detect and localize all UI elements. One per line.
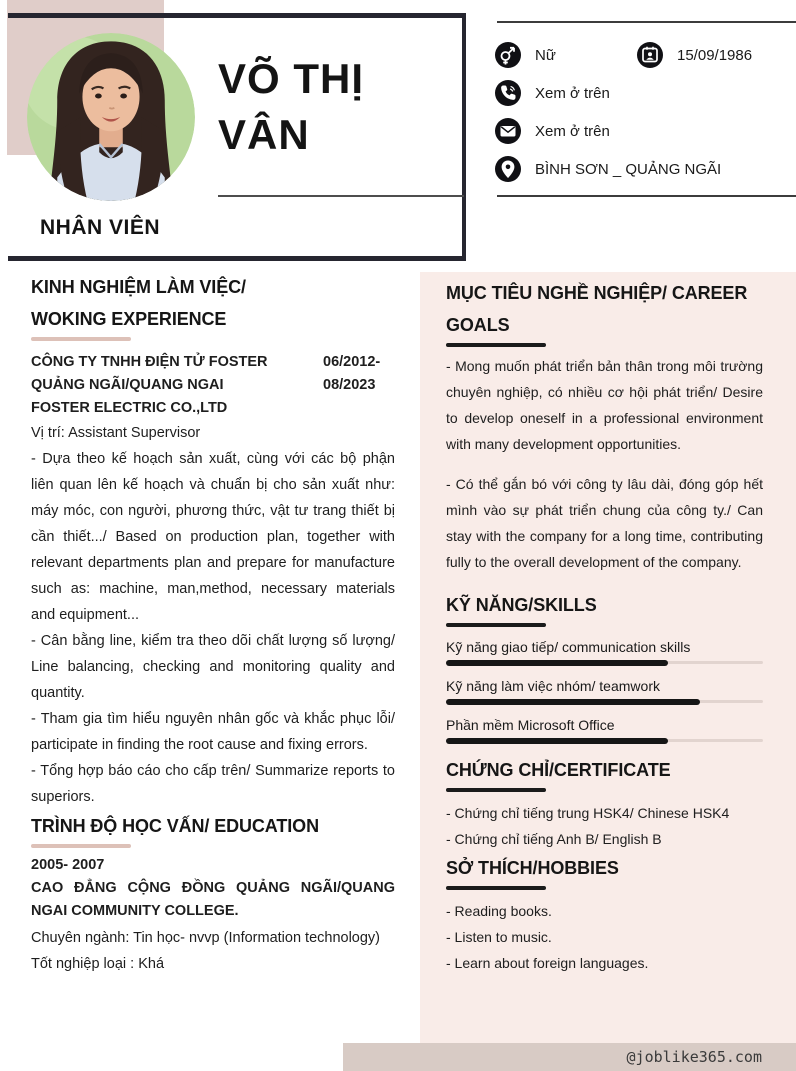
skill-bar-fill	[446, 738, 668, 744]
gender-item	[495, 42, 637, 68]
skill-label: Phần mềm Microsoft Office	[446, 717, 615, 733]
birthday-icon	[637, 42, 663, 68]
contact-row-email	[495, 118, 796, 144]
hobbies-heading: SỞ THÍCH/HOBBIES	[446, 858, 619, 878]
employment-period	[323, 351, 395, 420]
experience-bullet: - Cân bằng line, kiểm tra theo dõi chất lượng số lượng/ Line balancing, checking and monitoring quality and quantity.	[31, 633, 395, 701]
education-years: 2005- 2007	[31, 857, 105, 873]
experience-bullets	[31, 446, 395, 810]
contact-divider-bottom	[497, 195, 796, 197]
job-position: Vị trí: Assistant Supervisor	[31, 425, 201, 441]
email-icon	[495, 118, 521, 144]
employment-period-line: 08/2023	[323, 377, 376, 393]
company-name-line: QUẢNG NGÃI/QUANG NGAI	[31, 377, 224, 393]
company-name	[31, 351, 269, 420]
education-underline	[31, 844, 131, 848]
dob-item	[637, 42, 752, 68]
email-value: Xem ở trên	[535, 122, 610, 140]
person-name-line: VÕ THỊ	[218, 55, 365, 102]
experience-bullet: - Dựa theo kế hoạch sản xuất, cùng với các bộ phận liên quan lên kế hoạch và chuẩn bị cho sản xuất như: máy móc, con người, phương thức, vật tư trang thiết bị cần thiết.../ Based on production plan, together with relevant departments plan and prepare for manufacture such as: machine, man,method, necessary materials and equipment...	[31, 451, 395, 623]
phone-value: Xem ở trên	[535, 84, 610, 102]
contact-row-phone	[495, 80, 796, 106]
phone-item	[495, 80, 610, 106]
skill-item	[446, 676, 763, 705]
company-name-line: FOSTER ELECTRIC CO.,LTD	[31, 400, 228, 416]
profile-photo	[27, 33, 195, 201]
career-goals-heading-line: GOALS	[446, 315, 510, 335]
address-value: BÌNH SƠN _ QUẢNG NGÃI	[535, 160, 722, 178]
certificates-underline	[446, 788, 546, 792]
experience-bullet: - Tham gia tìm hiểu nguyên nhân gốc và khắc phục lỗi/ participate in finding the root cause and fixing errors.	[31, 711, 395, 753]
skills-heading: KỸ NĂNG/SKILLS	[446, 595, 597, 615]
hobby-item: - Learn about foreign languages.	[446, 955, 649, 971]
experience-entry	[31, 351, 395, 420]
skill-label: Kỹ năng giao tiếp/ communication skills	[446, 639, 691, 655]
education-grade: Tốt nghiệp loại : Khá	[31, 956, 165, 972]
experience-bullet: - Tổng hợp báo cáo cho cấp trên/ Summarize reports to superiors.	[31, 763, 395, 805]
dob-value: 15/09/1986	[677, 46, 753, 64]
certificates-list	[446, 800, 763, 852]
phone-icon	[495, 80, 521, 106]
skills-underline	[446, 623, 546, 627]
address-item	[495, 156, 721, 182]
certificates-heading: CHỨNG CHỈ/CERTIFICATE	[446, 760, 671, 780]
hobbies-underline	[446, 886, 546, 890]
skill-label: Kỹ năng làm việc nhóm/ teamwork	[446, 678, 660, 694]
email-item	[495, 118, 610, 144]
right-panel	[420, 272, 796, 1071]
career-goals-bullet: - Mong muốn phát triển bản thân trong môi trường chuyên nghiệp, có nhiều cơ hội phát triển/ Desire to develop oneself in a professional environment with many development opportunities.	[446, 358, 763, 452]
skill-item	[446, 637, 763, 666]
career-goals-heading-line: MỤC TIÊU NGHỀ NGHIỆP/ CAREER	[446, 283, 748, 303]
career-goals-heading	[446, 277, 763, 341]
contact-row-gender-dob	[495, 42, 796, 68]
name-divider	[218, 195, 464, 197]
career-goals-bullet: - Có thể gắn bó với công ty lâu dài, đóng góp hết mình vào sự phát triển chung của công ty./ Can stay with the company for a long time, contributing fully to the overall development of the company.	[446, 476, 763, 570]
location-icon	[495, 156, 521, 182]
contact-divider-top	[497, 21, 796, 23]
skills-list	[446, 637, 763, 744]
skill-bar	[446, 660, 763, 666]
career-goals-underline	[446, 343, 546, 347]
career-goals-bullets	[446, 353, 763, 575]
footer-bar	[343, 1043, 796, 1071]
certificate-item: - Chứng chỉ tiếng Anh B/ English B	[446, 831, 662, 847]
skill-item	[446, 715, 763, 744]
person-name	[218, 51, 364, 163]
left-column	[31, 271, 395, 977]
watermark: @joblike365.com	[626, 1048, 762, 1066]
hobby-item: - Listen to music.	[446, 929, 552, 945]
contact-info	[495, 42, 796, 182]
experience-underline	[31, 337, 131, 341]
person-name-line: VÂN	[218, 111, 310, 158]
experience-heading	[31, 271, 395, 335]
skill-bar	[446, 738, 763, 744]
employment-period-line: 06/2012-	[323, 354, 381, 370]
school-name-line: NGAI COMMUNITY COLLEGE.	[31, 903, 239, 919]
company-name-line: CÔNG TY TNHH ĐIỆN TỬ FOSTER	[31, 354, 268, 370]
experience-heading-line: KINH NGHIỆM LÀM VIỆC/	[31, 277, 246, 297]
gender-icon	[495, 42, 521, 68]
school-name	[31, 877, 395, 923]
skill-bar	[446, 699, 763, 705]
hobby-item: - Reading books.	[446, 903, 552, 919]
school-name-line: CAO ĐẲNG CỘNG ĐỒNG QUẢNG NGÃI/QUANG	[31, 880, 395, 896]
certificate-item: - Chứng chỉ tiếng trung HSK4/ Chinese HSK4	[446, 805, 730, 821]
skill-bar-fill	[446, 660, 668, 666]
education-heading: TRÌNH ĐỘ HỌC VẤN/ EDUCATION	[31, 816, 319, 836]
hobbies-list	[446, 898, 763, 976]
job-title: NHÂN VIÊN	[40, 216, 161, 239]
profile-photo-illustration	[27, 33, 195, 201]
education-major: Chuyên ngành: Tin học- nvvp (Information technology)	[31, 930, 381, 946]
skill-bar-fill	[446, 699, 700, 705]
contact-row-address	[495, 156, 796, 182]
gender-value: Nữ	[535, 46, 556, 64]
experience-heading-line: WOKING EXPERIENCE	[31, 309, 227, 329]
